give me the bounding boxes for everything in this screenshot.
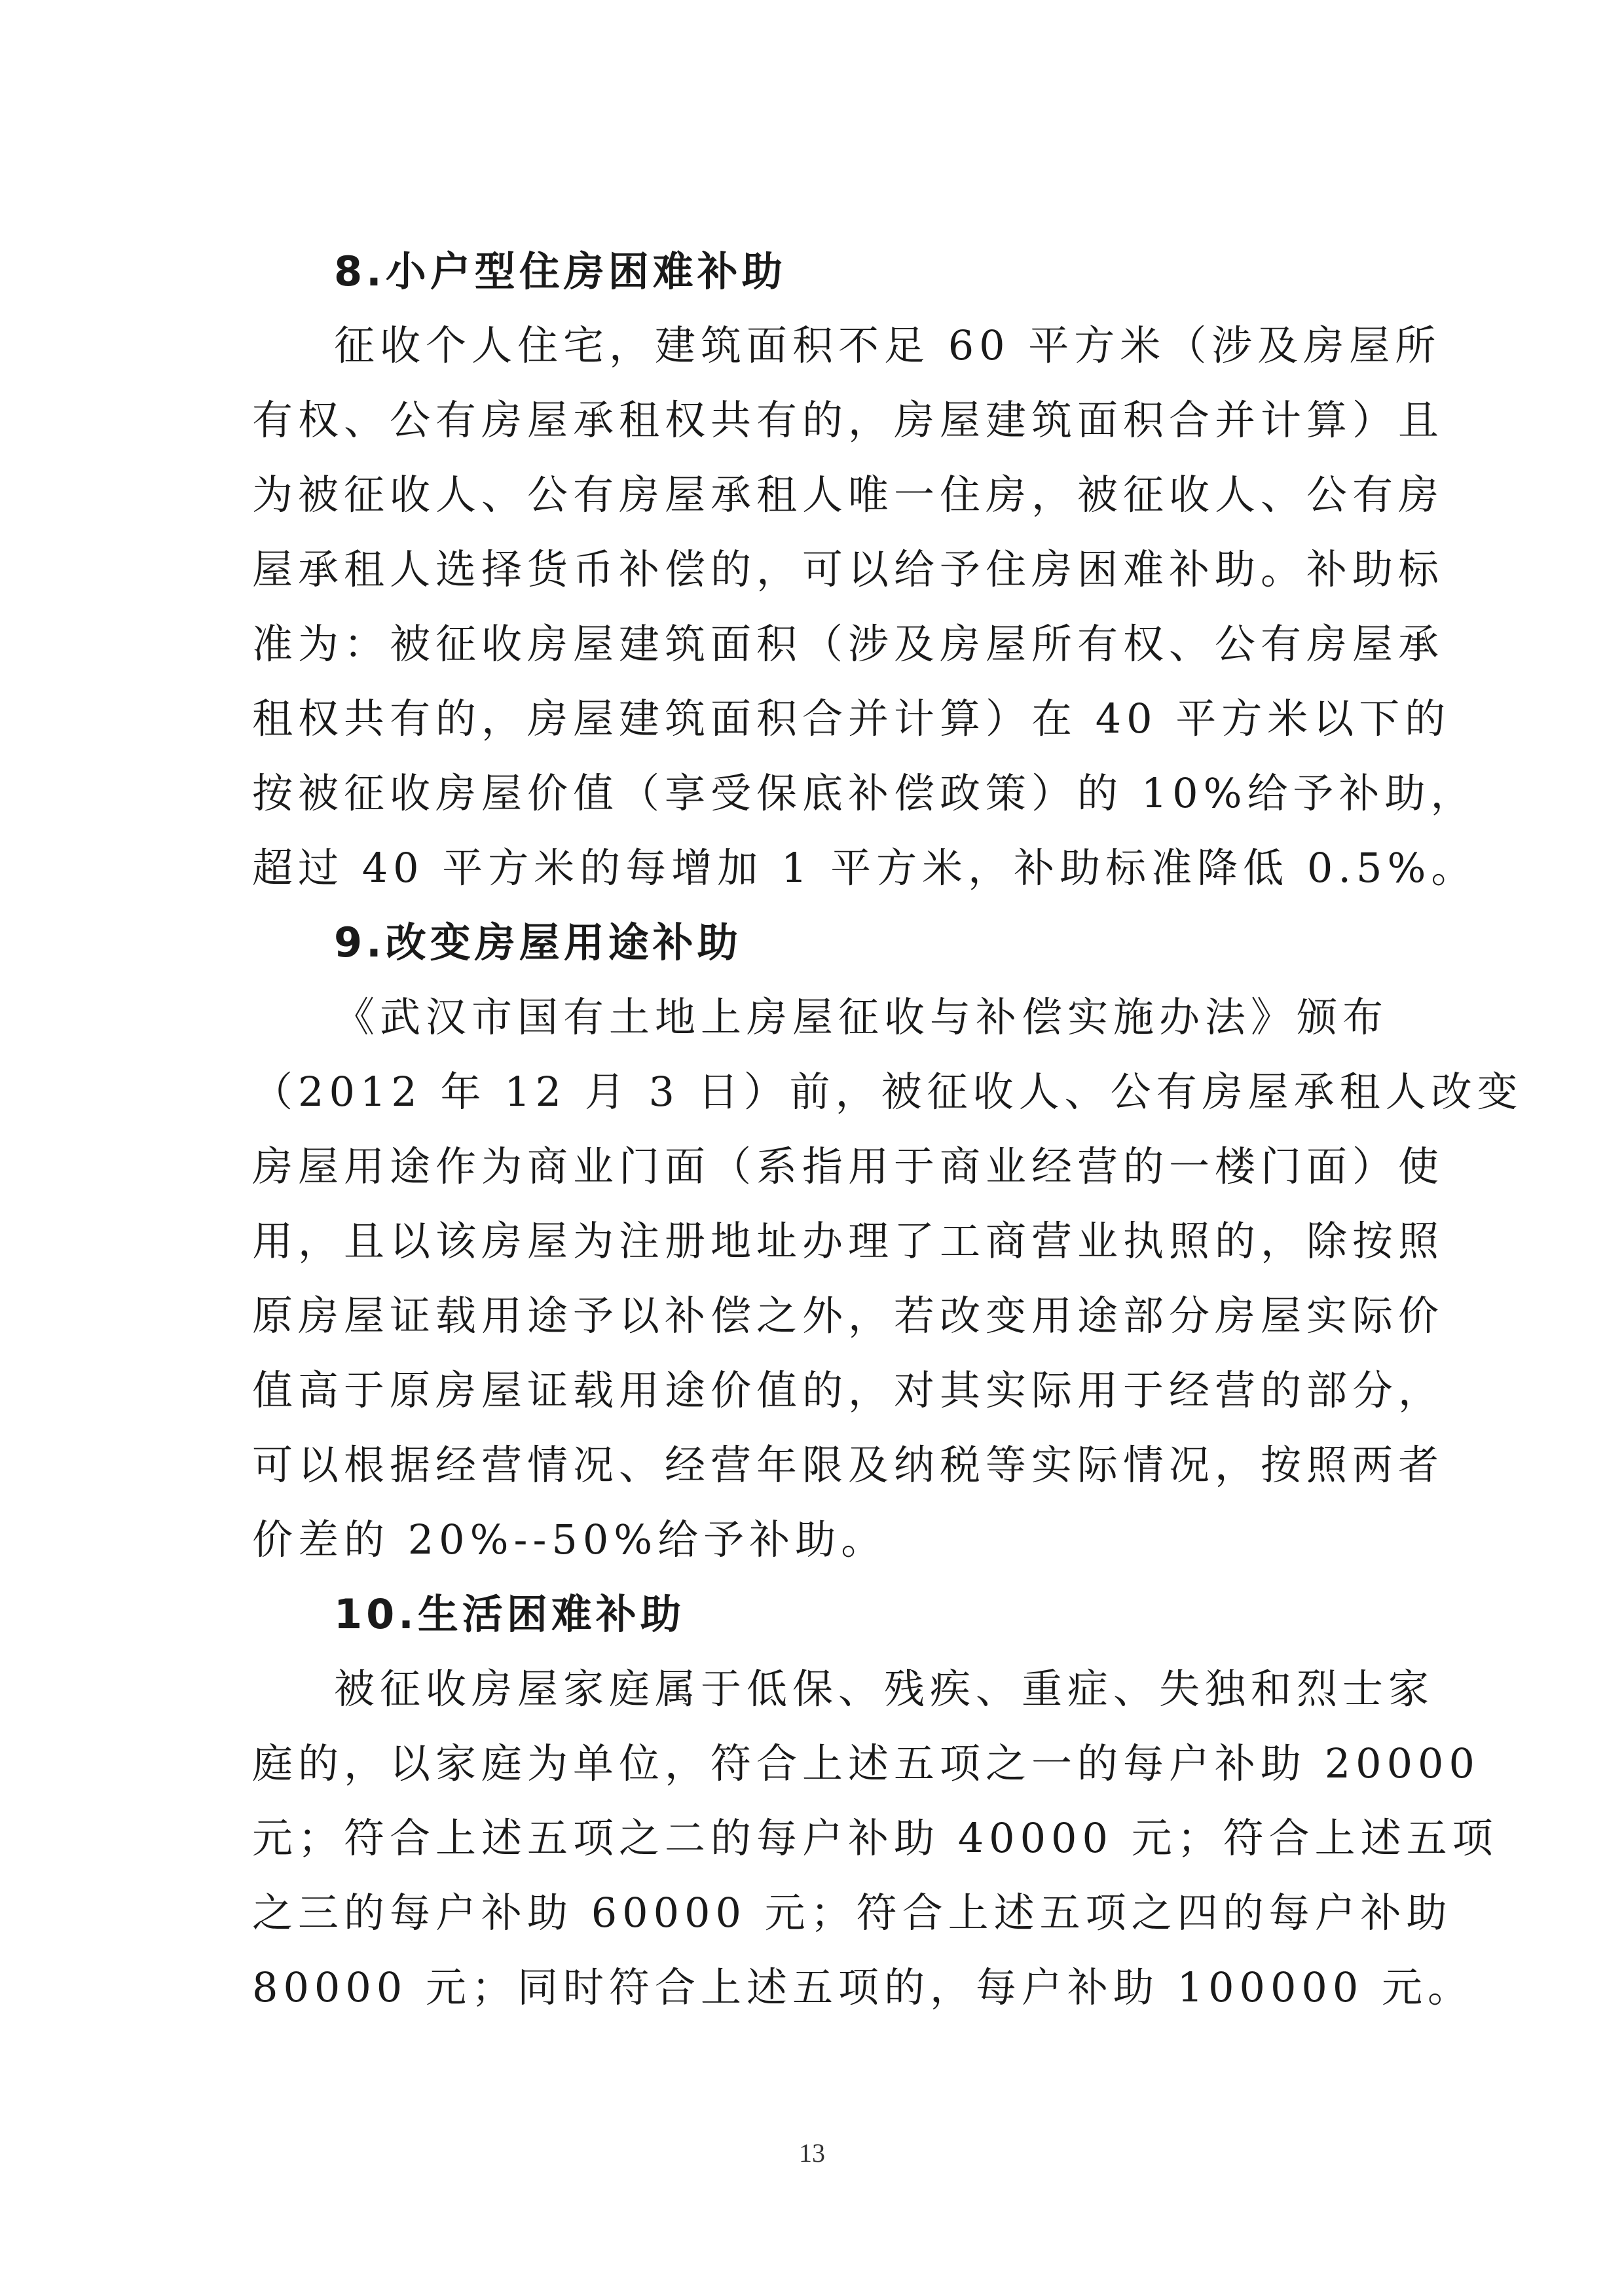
paragraph-line: 屋承租人选择货币补偿的，可以给予住房困难补助。补助标 (252, 545, 1445, 593)
section-title-9: 9.改变房屋用途补助 (334, 919, 742, 966)
paragraph-line: 原房屋证载用途予以补偿之外，若改变用途部分房屋实际价 (252, 1292, 1445, 1339)
paragraph-line: 征收个人住宅，建筑面积不足 60 平方米（涉及房屋所 (334, 321, 1441, 369)
paragraph-line: 价差的 20%--50%给予补助。 (252, 1516, 887, 1563)
section-title-8: 8.小户型住房困难补助 (334, 247, 786, 295)
paragraph-line: 庭的，以家庭为单位，符合上述五项之一的每户补助 20000 (252, 1740, 1480, 1787)
paragraph-line: 超过 40 平方米的每增加 1 平方米，补助标准降低 0.5%。 (252, 844, 1477, 892)
page-number: 13 (799, 2138, 825, 2168)
paragraph-line: 为被征收人、公有房屋承租人唯一住房，被征收人、公有房 (252, 471, 1445, 519)
paragraph-line: （2012 年 12 月 3 日）前，被征收人、公有房屋承租人改变 (252, 1068, 1523, 1116)
paragraph-line: 按被征收房屋价值（享受保底补偿政策）的 10%给予补助， (252, 769, 1477, 817)
section-title-10: 10.生活困难补助 (334, 1590, 685, 1638)
paragraph-line: 值高于原房屋证载用途价值的，对其实际用于经营的部分， (252, 1366, 1445, 1414)
paragraph-line: 元；符合上述五项之二的每户补助 40000 元；符合上述五项 (252, 1814, 1498, 1862)
paragraph-line: 准为：被征收房屋建筑面积（涉及房屋所有权、公有房屋承 (252, 620, 1445, 668)
paragraph-line: 用，且以该房屋为注册地址办理了工商营业执照的，除按照 (252, 1217, 1445, 1265)
paragraph-line: 可以根据经营情况、经营年限及纳税等实际情况，按照两者 (252, 1441, 1445, 1489)
paragraph-line: 租权共有的，房屋建筑面积合并计算）在 40 平方米以下的 (252, 695, 1451, 742)
paragraph-line: 房屋用途作为商业门面（系指用于商业经营的一楼门面）使 (252, 1142, 1445, 1190)
paragraph-line: 有权、公有房屋承租权共有的，房屋建筑面积合并计算）且 (252, 396, 1445, 444)
paragraph-line: 被征收房屋家庭属于低保、残疾、重症、失独和烈士家 (334, 1665, 1435, 1713)
paragraph-line: 之三的每户补助 60000 元；符合上述五项之四的每户补助 (252, 1889, 1452, 1937)
paragraph-line: 《武汉市国有土地上房屋征收与补偿实施办法》颁布 (334, 993, 1389, 1041)
paragraph-line: 80000 元；同时符合上述五项的，每户补助 100000 元。 (252, 1963, 1474, 2011)
